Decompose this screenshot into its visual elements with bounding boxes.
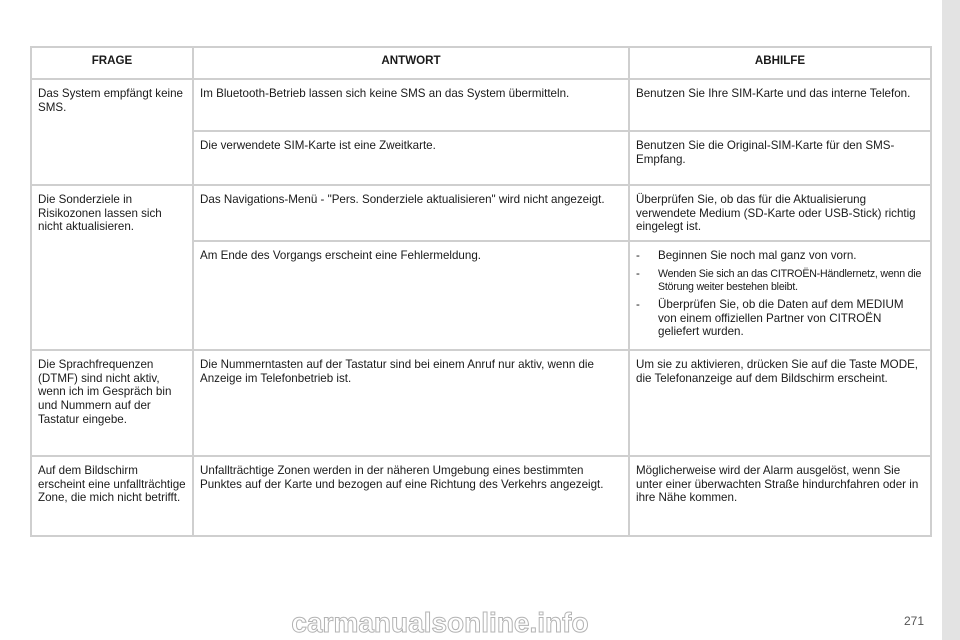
header-abhilfe: ABHILFE bbox=[629, 47, 931, 79]
page-number: 271 bbox=[904, 614, 925, 628]
list-item bbox=[636, 267, 924, 294]
table-row bbox=[31, 456, 931, 536]
troubleshooting-table bbox=[30, 46, 932, 537]
antwort-cell: Die Nummerntasten auf der Tastatur sind bei einem Anruf nur aktiv, wenn die Anzeige im Telefonbetrieb ist. bbox=[193, 350, 629, 456]
scrollbar[interactable] bbox=[942, 0, 960, 640]
frage-cell: Die Sonderziele in Risikozonen lassen sich nicht aktualisieren. bbox=[31, 185, 193, 350]
abhilfe-cell: Benutzen Sie Ihre SIM-Karte und das interne Telefon. bbox=[629, 79, 931, 131]
svg-text:carmanualsonline.info: carmanualsonline.info bbox=[291, 610, 589, 638]
abhilfe-cell: Um sie zu aktivieren, drücken Sie auf die Taste MODE, die Telefonanzeige auf dem Bildschirm erscheint. bbox=[629, 350, 931, 456]
list-item bbox=[636, 298, 924, 339]
header-frage: FRAGE bbox=[31, 47, 193, 79]
antwort-cell: Im Bluetooth-Betrieb lassen sich keine SMS an das System übermitteln. bbox=[193, 79, 629, 131]
list-item-text: Beginnen Sie noch mal ganz von vorn. bbox=[658, 249, 857, 263]
list-item-text: Wenden Sie sich an das CITROËN-Händlernetz, wenn die Störung weiter bestehen bleibt. bbox=[658, 267, 922, 294]
antwort-cell: Die verwendete SIM-Karte ist eine Zweitkarte. bbox=[193, 131, 629, 185]
table-header-row bbox=[31, 47, 931, 79]
abhilfe-cell: Überprüfen Sie, ob das für die Aktualisierung verwendete Medium (SD-Karte oder USB-Stick) richtig eingelegt ist. bbox=[629, 185, 931, 241]
frage-cell: Das System empfängt keine SMS. bbox=[31, 79, 193, 185]
remedy-list bbox=[636, 249, 924, 339]
table-row bbox=[31, 350, 931, 456]
abhilfe-cell bbox=[629, 241, 931, 350]
frage-cell: Die Sprachfrequenzen (DTMF) sind nicht aktiv, wenn ich im Gespräch bin und Nummern auf der Tastatur eingebe. bbox=[31, 350, 193, 456]
list-item-text: Überprüfen Sie, ob die Daten auf dem MEDIUM von einem offiziellen Partner von CITROËN geliefert wurden. bbox=[658, 298, 904, 339]
table-row bbox=[31, 185, 931, 241]
antwort-cell: Das Navigations-Menü - "Pers. Sonderziele aktualisieren" wird nicht angezeigt. bbox=[193, 185, 629, 241]
frage-cell: Auf dem Bildschirm erscheint eine unfallträchtige Zone, die mich nicht betrifft. bbox=[31, 456, 193, 536]
watermark-logo bbox=[0, 610, 940, 640]
abhilfe-cell: Benutzen Sie die Original-SIM-Karte für den SMS-Empfang. bbox=[629, 131, 931, 185]
antwort-cell: Unfallträchtige Zonen werden in der näheren Umgebung eines bestimmten Punktes auf der Karte und bezogen auf eine Richtung des Verkehrs angezeigt. bbox=[193, 456, 629, 536]
antwort-cell: Am Ende des Vorgangs erscheint eine Fehlermeldung. bbox=[193, 241, 629, 350]
header-antwort: ANTWORT bbox=[193, 47, 629, 79]
bullet-dash: - bbox=[636, 266, 640, 280]
bullet-dash: - bbox=[636, 298, 640, 312]
abhilfe-cell: Möglicherweise wird der Alarm ausgelöst, wenn Sie unter einer überwachten Straße hindurchfahren oder in ihre Nähe kommen. bbox=[629, 456, 931, 536]
list-item bbox=[636, 249, 924, 263]
bullet-dash: - bbox=[636, 249, 640, 263]
table-row bbox=[31, 79, 931, 131]
